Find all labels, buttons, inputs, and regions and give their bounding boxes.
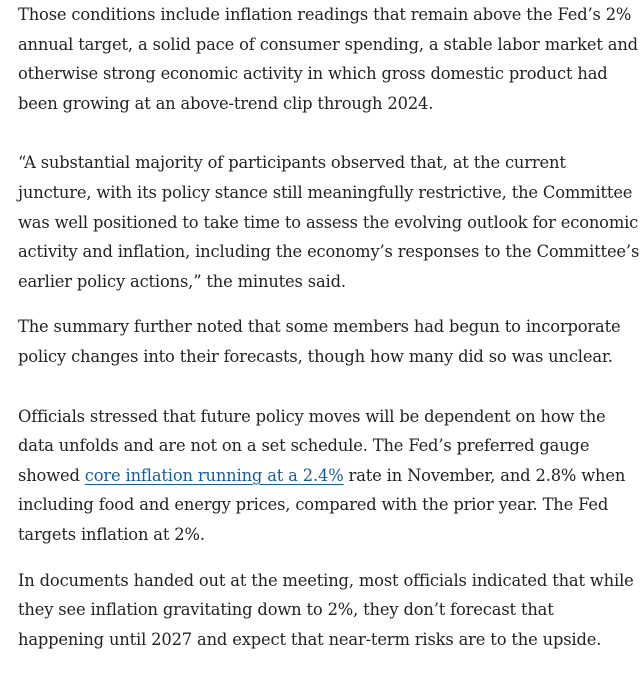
core-inflation-link[interactable]: core inflation running at a 2.4%	[84, 465, 344, 485]
paragraph-text-before-link: Officials stressed that future policy moves will be dependent on how the data unfolds and are not on a set schedule. The Fed’s preferred gauge showed	[18, 406, 606, 485]
paragraph-minutes-quote: “A substantial majority of participants observed that, at the current juncture, with its policy stance still meaningfully restrictive, the Committee was well positioned to take time to assess the evolving outlook for economic activity and inflation, including the economy’s responses to the Committee’s earlier policy actions,” the minutes said.	[18, 153, 640, 291]
paragraph-forecast-summary: The summary further noted that some members had begun to incorporate policy changes into their forecasts, though how many did so was unclear.	[18, 317, 621, 366]
paragraph-data-dependence	[18, 402, 640, 550]
paragraph-officials-projections: In documents handed out at the meeting, most officials indicated that while they see inflation gravitating down to 2%, they don’t forecast that happening until 2027 and expect that near-term risks are to the upside.	[18, 570, 634, 649]
paragraph-text-after-link: rate in November, and 2.8% when including food and energy prices, compared with the prior year. The Fed targets inflation at 2%.	[18, 465, 626, 544]
article-body	[18, 0, 640, 654]
paragraph-inflation-conditions: Those conditions include inflation readings that remain above the Fed’s 2% annual target, a solid pace of consumer spending, a stable labor market and otherwise strong economic activity in which gross domestic product had been growing at an above-trend clip through 2024.	[18, 5, 638, 113]
